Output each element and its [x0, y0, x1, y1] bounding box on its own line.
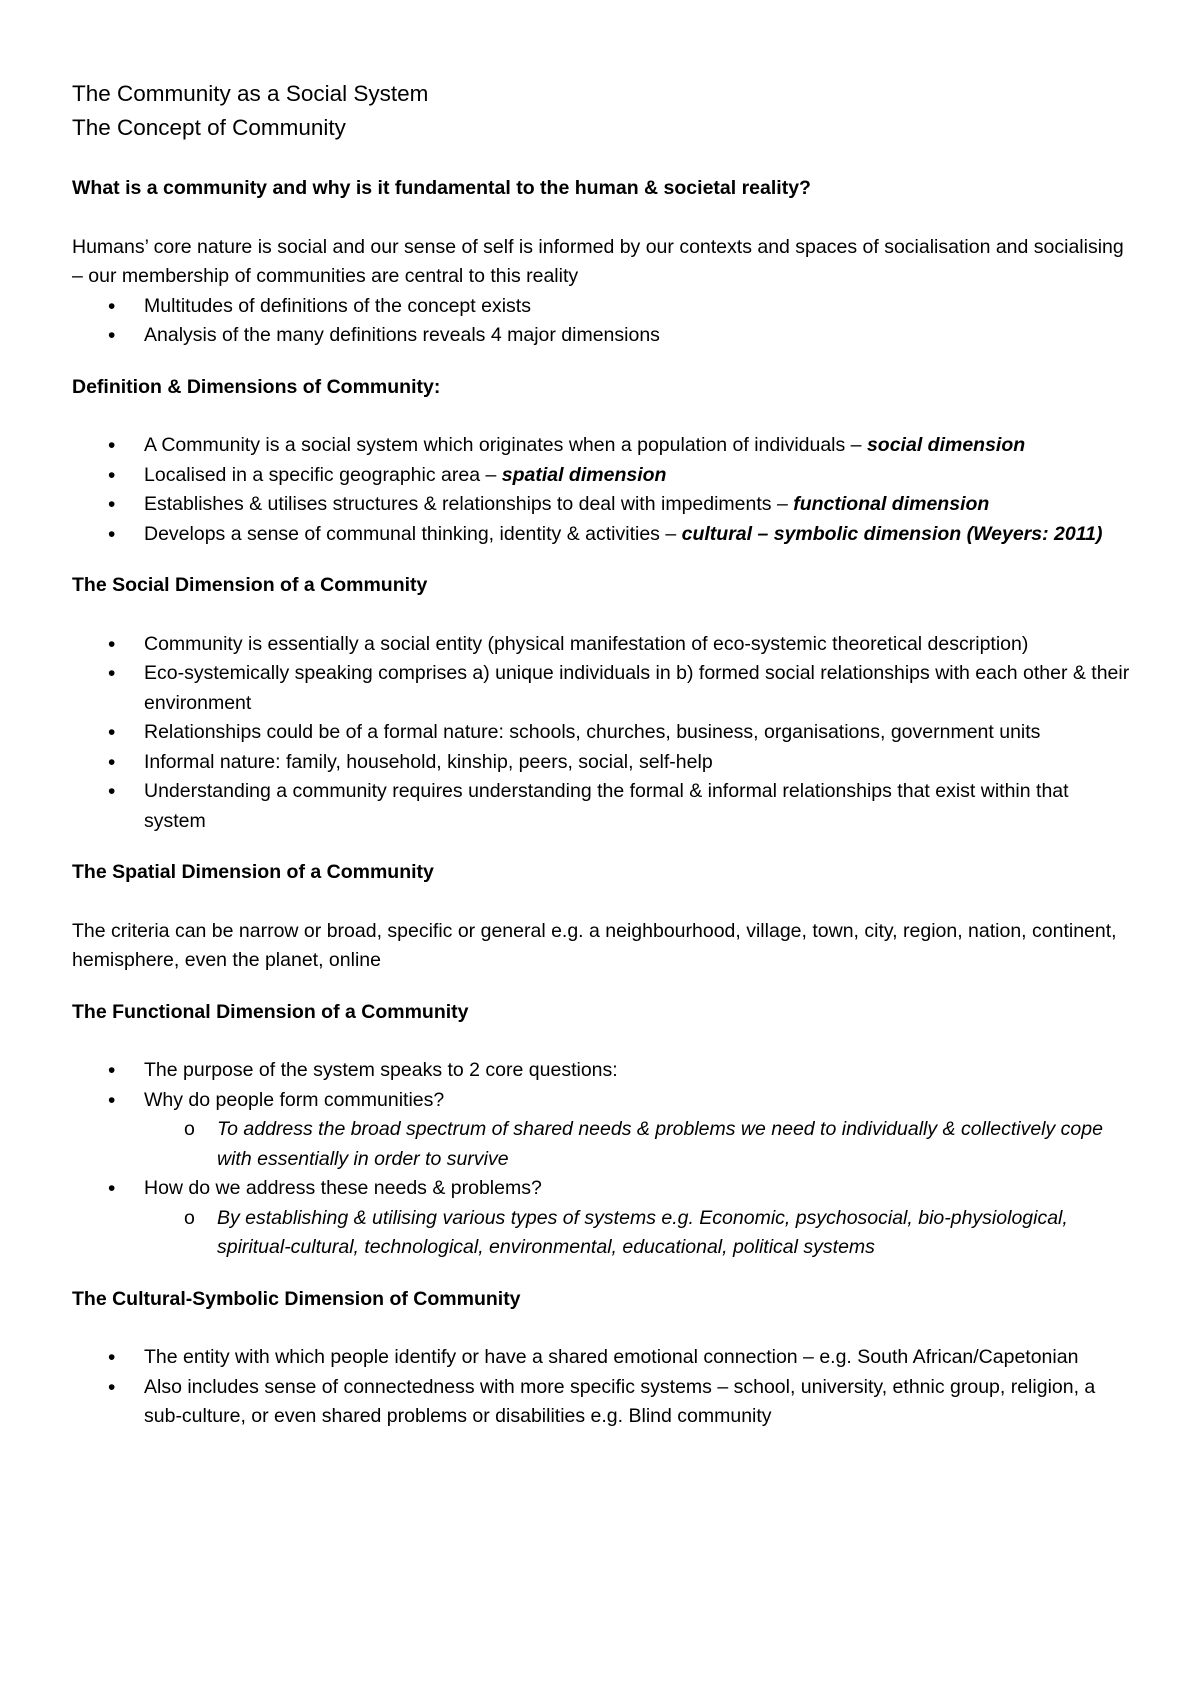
dimension-label: spatial dimension: [501, 463, 667, 486]
list-item-text: Establishes & utilises structures & relationships to deal with impediments –: [144, 493, 794, 515]
list-item-text: A Community is a social system which originates when a population of individuals –: [144, 434, 867, 456]
document-body: [72, 77, 1132, 1432]
dimension-label: functional dimension: [793, 493, 990, 515]
social-dimension-heading: The Social Dimension of a Community: [72, 574, 428, 596]
list-item-text: Localised in a specific geographic area –: [144, 463, 502, 486]
list-item: • Informal nature: family, household, kinship, peers, social, self-help: [72, 748, 1132, 778]
functional-bullet-list: [72, 1056, 1132, 1115]
dimension-label: social dimension: [866, 434, 1026, 456]
document-subtitle: The Concept of Community: [72, 115, 346, 140]
cultural-bullet-list: [72, 1343, 1132, 1432]
list-item: • How do we address these needs & problems?: [72, 1174, 1132, 1204]
document-title: The Community as a Social System: [72, 81, 429, 106]
list-item-text: Why do people form communities?: [144, 1088, 445, 1111]
intro-bullet-list: [72, 292, 1132, 351]
dimension-label: cultural – symbolic dimension (Weyers: 2011): [681, 522, 1103, 545]
list-item: [72, 461, 1132, 491]
functional-bullet-list-cont: [72, 1174, 1132, 1204]
spatial-paragraph: The criteria can be narrow or broad, specific or general e.g. a neighbourhood, village, town, city, region, nation, continent, hemisphere, even the planet, online: [72, 919, 1117, 971]
functional-sub-list: [72, 1115, 1132, 1174]
intro-paragraph: Humans’ core nature is social and our sense of self is informed by our contexts and spaces of socialisation and socialising – our membership of communities are central to this reality: [72, 235, 1124, 287]
list-item: • Community is essentially a social entity (physical manifestation of eco-systemic theoretical description): [72, 630, 1132, 660]
list-item: [72, 431, 1132, 461]
list-item: [72, 520, 1132, 550]
list-item: • Relationships could be of a formal nature: schools, churches, business, organisations, government units: [72, 718, 1132, 748]
list-item: • Multitudes of definitions of the concept exists: [72, 292, 1132, 322]
sub-list-item: o To address the broad spectrum of shared needs & problems we need to individually & collectively cope with essentially in order to survive: [72, 1115, 1132, 1174]
question-heading: What is a community and why is it fundamental to the human & societal reality?: [72, 177, 811, 199]
social-bullet-list: [72, 630, 1132, 837]
list-item: • Also includes sense of connectedness with more specific systems – school, university, ethnic group, religion, a sub-culture, or even shared problems or disabilities e.g. Blind community: [72, 1373, 1132, 1432]
functional-sub-list: [72, 1204, 1132, 1263]
list-item: • Understanding a community requires understanding the formal & informal relationships that exist within that system: [72, 777, 1132, 836]
list-item-text: Develops a sense of communal thinking, identity & activities –: [144, 522, 682, 545]
definition-bullet-list: [72, 431, 1132, 549]
list-item: • The purpose of the system speaks to 2 core questions:: [72, 1056, 1132, 1086]
definition-heading: Definition & Dimensions of Community:: [72, 375, 441, 398]
list-item: [72, 490, 1132, 520]
list-item: • Analysis of the many definitions reveals 4 major dimensions: [72, 321, 1132, 351]
list-item: [72, 1086, 1132, 1116]
functional-dimension-heading: The Functional Dimension of a Community: [72, 1000, 469, 1023]
sub-list-item: o By establishing & utilising various types of systems e.g. Economic, psychosocial, bio-physiological, spiritual-cultural, technological, environmental, educational, political systems: [72, 1204, 1132, 1263]
spatial-dimension-heading: The Spatial Dimension of a Community: [72, 861, 434, 883]
cultural-dimension-heading: The Cultural-Symbolic Dimension of Community: [72, 1287, 521, 1310]
list-item: • The entity with which people identify or have a shared emotional connection – e.g. South African/Capetonian: [72, 1343, 1132, 1373]
list-item: • Eco-systemically speaking comprises a) unique individuals in b) formed social relationships with each other & their environment: [72, 659, 1132, 718]
